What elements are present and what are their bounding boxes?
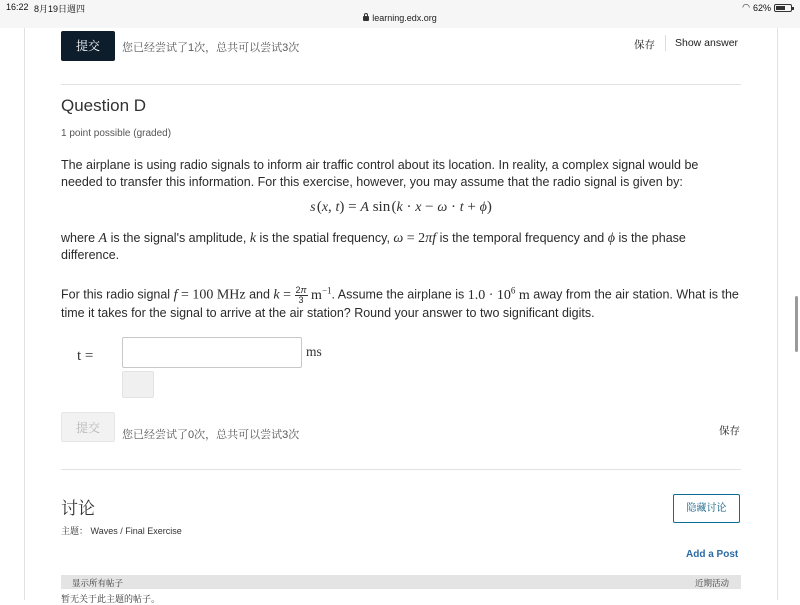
question-title: Question D <box>61 96 147 115</box>
attempts-text-previous: 您已经尝试了1次，总共可以尝试3次 <box>122 42 300 54</box>
lock-icon <box>363 16 369 21</box>
attempts-text: 您已经尝试了0次，总共可以尝试3次 <box>122 429 300 441</box>
submit-button-previous[interactable]: 提交 <box>61 31 115 61</box>
course-content-card <box>24 28 778 604</box>
signal-equation: s (x, t) = A sin (k · x − ω · t + ϕ) <box>310 199 492 215</box>
answer-label: t = <box>77 348 94 364</box>
answer-status-indicator <box>122 371 154 398</box>
url-text: learning.edx.org <box>372 13 437 23</box>
hide-discussion-button[interactable]: 隐藏讨论 <box>673 494 740 523</box>
status-icons <box>742 2 792 13</box>
answer-input[interactable] <box>122 337 302 368</box>
discussion-title: 讨论 <box>61 499 95 518</box>
show-answer-button[interactable]: Show answer <box>675 37 739 49</box>
scrollbar[interactable] <box>795 296 798 352</box>
section-divider <box>61 84 741 85</box>
submit-button[interactable]: 提交 <box>61 412 115 442</box>
clock: 16:22 <box>6 2 29 12</box>
address-bar[interactable] <box>0 13 800 23</box>
wifi-icon: ◠ <box>742 2 750 12</box>
save-button[interactable]: 保存 <box>719 425 740 437</box>
battery-fill <box>776 6 785 10</box>
battery-icon <box>774 4 792 12</box>
status-bar <box>0 0 800 28</box>
battery-percent: 62% <box>752 2 771 13</box>
points-possible: 1 point possible (graded) <box>61 128 172 139</box>
no-posts-message: 暂无关于此主题的帖子。 <box>61 594 161 604</box>
answer-unit: ms <box>306 344 322 359</box>
divider <box>665 35 666 51</box>
section-divider <box>61 469 741 470</box>
topic-prefix: 主题： <box>61 526 89 536</box>
add-post-link[interactable]: Add a Post <box>686 549 739 560</box>
question-intro: The airplane is using radio signals to inform air traffic control about its location. In reality, a complex signal would be needed to transfer this information. For this exercise, however, you may assume that the radio signal is given by: <box>61 158 699 189</box>
date: 8月19日週四 <box>34 4 86 14</box>
variable-definitions: where A is the signal's amplitude, k is the spatial frequency, ω = 2πf is the temporal frequency and ϕ is the phase difference. <box>61 231 686 262</box>
show-all-posts-link[interactable]: 显示所有帖子 <box>72 578 124 588</box>
discussion-topic <box>61 524 182 537</box>
given-values: For this radio signal f = 100 MHz and k = $\frac{2\pi}{3}$ $m^{-1}$. Assume the airplane is $1.0 \cdot 10^6$ m away from the air station. What is the time it takes for the signal to arrive at the air station? Round your answer to two significant digits. <box>61 284 739 320</box>
save-button-previous[interactable]: 保存 <box>634 39 655 51</box>
recent-activity-sort[interactable]: 近期活动 <box>694 578 729 588</box>
topic-name: Waves / Final Exercise <box>90 526 182 536</box>
posts-filter-bar <box>61 575 741 589</box>
